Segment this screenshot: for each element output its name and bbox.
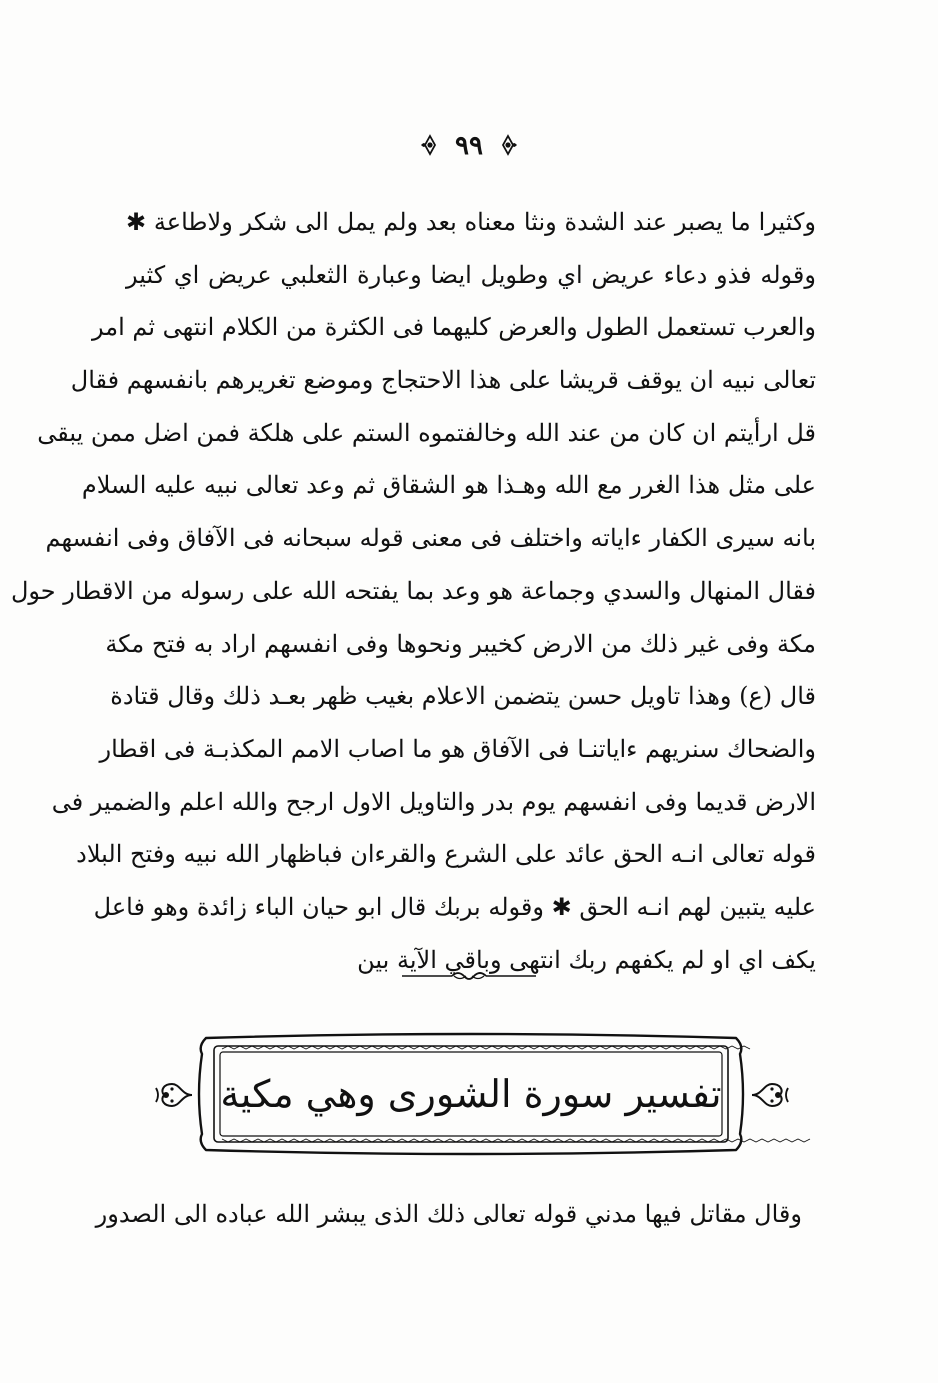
text-line: وقوله فذو دعاء عريض اي وطويل ايضا وعبارة الثعلبي عريض اي كثير — [126, 260, 816, 289]
body-paragraph — [10, 196, 816, 986]
section-separator — [402, 969, 536, 983]
page-header — [0, 128, 938, 164]
text-line: على مثل هذا الغرر مع الله وهـذا هو الشقاق ثم وعد تعالى نبيه عليه السلام — [81, 471, 816, 500]
opening-line: وقال مقاتل فيها مدني قوله تعالى ذلك الذى يبشر الله عباده الى الصدور — [95, 1200, 802, 1228]
right-flourish-icon — [750, 1078, 792, 1112]
text-line: والعرب تستعمل الطول والعرض كليهما فى الكثرة من الكلام انتهى ثم امر — [91, 313, 816, 342]
text-line: بانه سيرى الكفار ءاياته واختلف فى معنى قوله سبحانه فى الآفاق وفى انفسهم — [45, 524, 816, 553]
text-line: قل ارأيتم ان كان من عند الله وخالفتموه الستم على هلكة فمن اضل ممن يبقى — [37, 418, 816, 447]
text-line: والضحاك سنريهم ءاياتنـا فى الآفاق هو ما اصاب الامم المكذبـة فى اقطار — [99, 734, 816, 763]
right-ornament-icon — [497, 134, 519, 159]
text-line: الارض قديما وفى انفسهم يوم بدر والتاويل الاول ارجح والله اعلم والضمير فى — [51, 787, 816, 816]
page-number: ٩٩ — [455, 131, 483, 161]
text-line: مكة وفى غير ذلك من الارض كخيبر ونحوها وفى انفسهم اراد به فتح مكة — [105, 629, 816, 658]
chapter-title: تفسير سورة الشورى وهي مكية — [220, 1072, 722, 1116]
text-line: عليه يتبين لهم انـه الحق ✱ وقوله بربك قال ابو حيان الباء زائدة وهو فاعل — [93, 892, 816, 921]
left-flourish-icon — [152, 1078, 194, 1112]
left-ornament-icon — [419, 134, 441, 159]
text-line: قال (ع) وهذا تاويل حسن يتضمن الاعلام بغيب ظهر بعـد ذلك وقال قتادة — [110, 682, 816, 711]
text-line: فقال المنهال والسدي وجماعة هو وعد بما يفتحه الله على رسوله من الاقطار حول — [10, 576, 816, 605]
text-line: يكف اي او لم يكفهم ربك انتهى وباقي الآية بين — [357, 945, 816, 974]
chapter-title-cartouche — [152, 1028, 792, 1160]
text-line: تعالى نبيه ان يوقف قريشا على هذا الاحتجاج وموضع تغريرهم بانفسهم فقال — [70, 366, 816, 395]
text-line: قوله تعالى انـه الحق عائد على الشرع والقرءان فباظهار الله نبيه وفتح البلاد — [76, 840, 816, 869]
text-line: وكثيرا ما يصبر عند الشدة ونثا معناه بعد ولم يمل الى شكر ولاطاعة ✱ — [126, 208, 816, 236]
